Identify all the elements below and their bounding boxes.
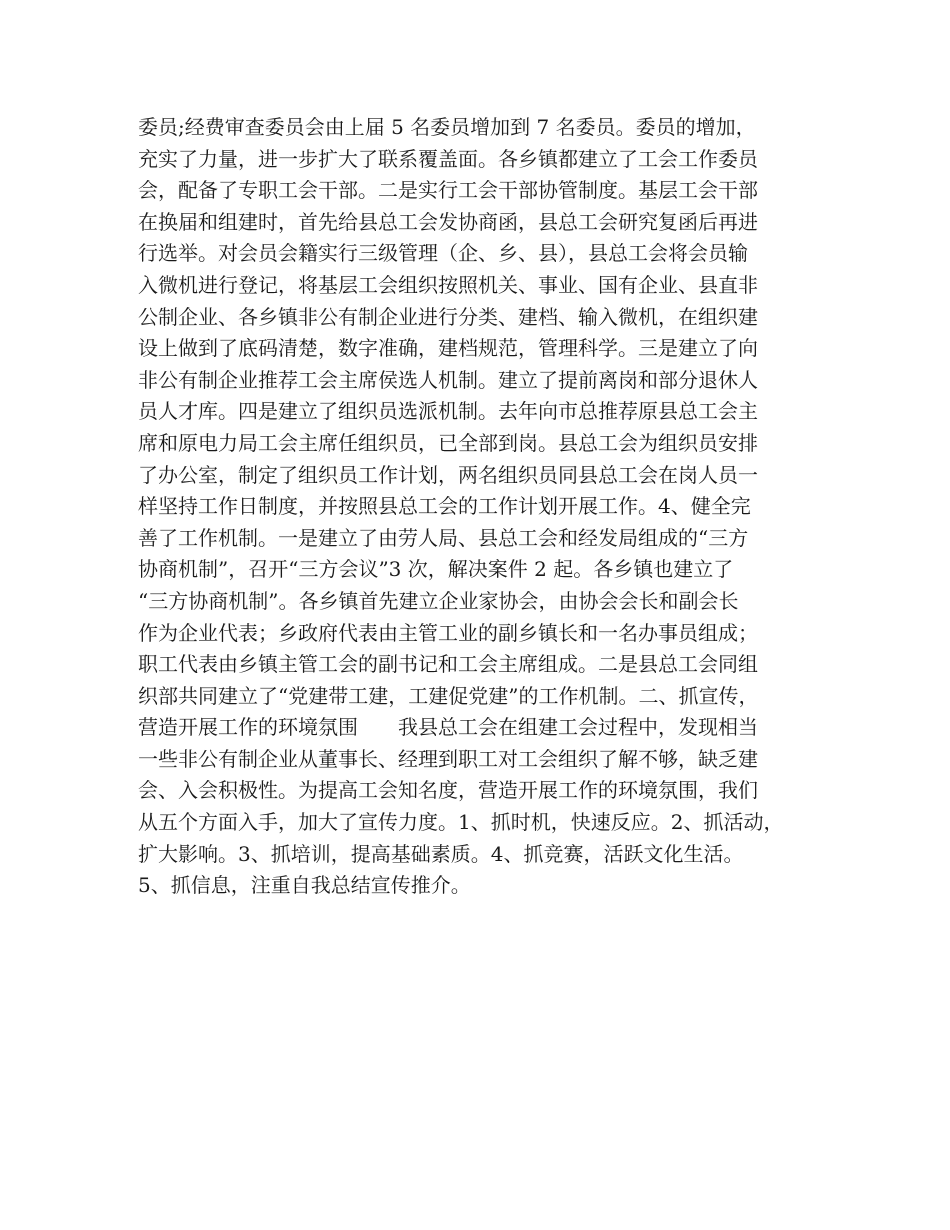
- text-line: 从五个方面入手，加大了宣传力度。1、抓时机，快速反应。2、抓活动，: [138, 810, 784, 835]
- text-line: 样坚持工作日制度，并按照县总工会的工作计划开展工作。4、健全完: [138, 494, 751, 519]
- text-line: 善了工作机制。一是建立了由劳人局、县总工会和经发局组成的“三方: [138, 525, 749, 550]
- text-line: 员人才库。四是建立了组织员选派机制。去年向市总推荐原县总工会主: [138, 399, 758, 424]
- text-line: 席和原电力局工会主席任组织员，已全部到岗。县总工会为组织员安排: [138, 430, 758, 455]
- text-line: 设上做到了底码清楚，数字准确，建档规范，管理科学。三是建立了向: [138, 336, 758, 361]
- text-line: 扩大影响。3、抓培训，提高基础素质。4、抓竞赛，活跃文化生活。: [138, 841, 744, 866]
- text-line: 会、入会积极性。为提高工会知名度，营造开展工作的环境氛围，我们: [138, 778, 758, 803]
- text-line: 织部共同建立了“党建带工建，工建促党建”的工作机制。二、抓宣传，: [138, 683, 759, 708]
- text-line: 5、抓信息，注重自我总结宣传推介。: [138, 873, 471, 898]
- text-line: 协商机制”，召开“三方会议”3 次，解决案件 2 起。各乡镇也建立了: [138, 557, 734, 582]
- text-line: 职工代表由乡镇主管工会的副书记和工会主席组成。二是县总工会同组: [138, 652, 758, 677]
- text-line: 营造开展工作的环境氛围 我县总工会在组建工会过程中，发现相当: [138, 715, 758, 740]
- text-line: 公制企业、各乡镇非公有制企业进行分类、建档、输入微机，在组织建: [138, 304, 758, 329]
- text-line: 委员;经费审查委员会由上届 5 名委员增加到 7 名委员。委员的增加，: [138, 115, 756, 139]
- text-line: 会，配备了专职工会干部。二是实行工会干部协管制度。基层工会干部: [138, 178, 758, 203]
- body-text: [138, 112, 838, 902]
- text-line: 入微机进行登记，将基层工会组织按照机关、事业、国有企业、县直非: [138, 272, 758, 297]
- text-line: 在换届和组建时，首先给县总工会发协商函，县总工会研究复函后再进: [138, 209, 758, 234]
- text-line: 充实了力量，进一步扩大了联系覆盖面。各乡镇都建立了工会工作委员: [138, 146, 758, 171]
- text-line: 一些非公有制企业从董事长、经理到职工对工会组织了解不够，缺乏建: [138, 746, 758, 771]
- text-line: “三方协商机制”。各乡镇首先建立企业家协会，由协会会长和副会长: [138, 588, 739, 613]
- text-line: 了办公室，制定了组织员工作计划，两名组织员同县总工会在岗人员一: [138, 462, 758, 487]
- text-line: 作为企业代表；乡政府代表由主管工业的副乡镇长和一名办事员组成；: [138, 620, 758, 645]
- text-line: 行选举。对会员会籍实行三级管理（企、乡、县），县总工会将会员输: [138, 241, 748, 266]
- text-line: 非公有制企业推荐工会主席侯选人机制。建立了提前离岗和部分退休人: [138, 367, 758, 392]
